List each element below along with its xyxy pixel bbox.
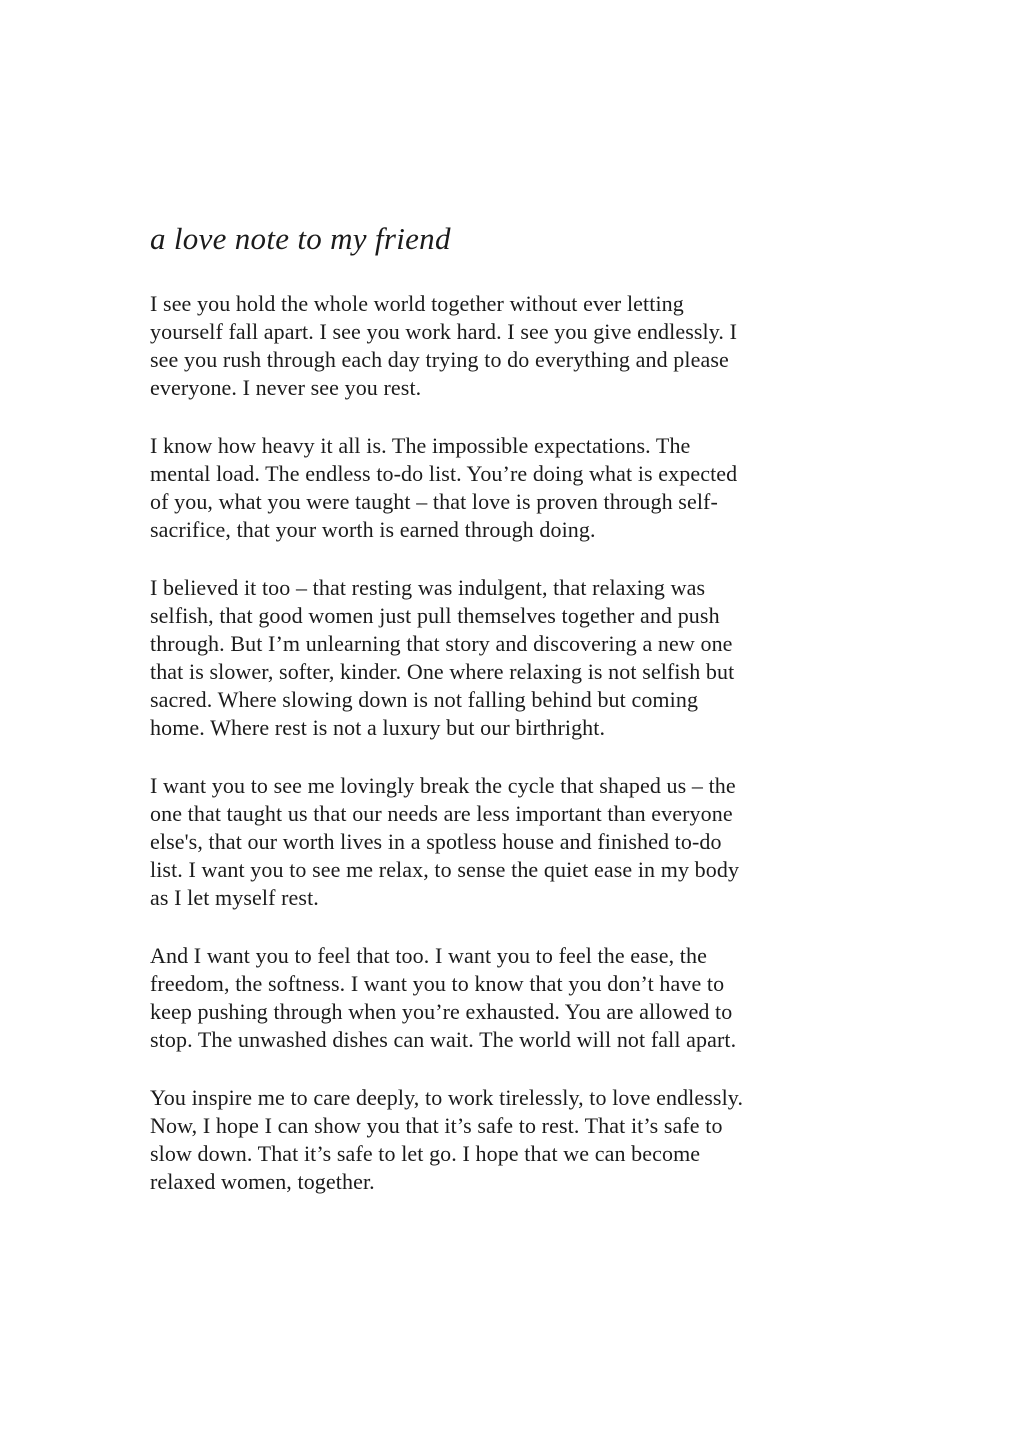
text-line: keep pushing through when you’re exhausted. You are allowed to (150, 999, 733, 1024)
text-line: sacred. Where slowing down is not falling behind but coming (150, 687, 699, 712)
page-title: a love note to my friend (150, 221, 451, 256)
text-line: freedom, the softness. I want you to know that you don’t have to (150, 971, 725, 996)
text-line: slow down. That it’s safe to let go. I hope that we can become (150, 1141, 701, 1166)
text-line: relaxed women, together. (150, 1169, 375, 1194)
text-line: home. Where rest is not a luxury but our birthright. (150, 715, 606, 740)
paragraph (150, 432, 850, 544)
text-line: selfish, that good women just pull themselves together and push (150, 603, 720, 628)
paragraph (150, 942, 850, 1054)
paragraph (150, 574, 850, 742)
text-column (150, 220, 850, 1226)
paragraph (150, 1084, 850, 1196)
text-line: I know how heavy it all is. The impossible expectations. The (150, 433, 691, 458)
text-line: list. I want you to see me relax, to sense the quiet ease in my body (150, 857, 740, 882)
text-line: And I want you to feel that too. I want you to feel the ease, the (150, 943, 707, 968)
text-line: as I let myself rest. (150, 885, 319, 910)
text-line: mental load. The endless to-do list. You’re doing what is expected (150, 461, 738, 486)
text-line: everyone. I never see you rest. (150, 375, 422, 400)
text-line: see you rush through each day trying to do everything and please (150, 347, 729, 372)
text-line: that is slower, softer, kinder. One where relaxing is not selfish but (150, 659, 735, 684)
paragraph (150, 290, 850, 402)
text-line: yourself fall apart. I see you work hard. I see you give endlessly. I (150, 319, 738, 344)
text-line: through. But I’m unlearning that story and discovering a new one (150, 631, 733, 656)
paragraph (150, 772, 850, 912)
text-line: else's, that our worth lives in a spotless house and finished to-do (150, 829, 722, 854)
text-line: You inspire me to care deeply, to work tirelessly, to love endlessly. (150, 1085, 744, 1110)
text-line: Now, I hope I can show you that it’s safe to rest. That it’s safe to (150, 1113, 723, 1138)
text-line: one that taught us that our needs are less important than everyone (150, 801, 733, 826)
text-line: stop. The unwashed dishes can wait. The world will not fall apart. (150, 1027, 737, 1052)
text-line: of you, what you were taught – that love is proven through self- (150, 489, 718, 514)
text-line: sacrifice, that your worth is earned through doing. (150, 517, 596, 542)
text-line: I believed it too – that resting was indulgent, that relaxing was (150, 575, 706, 600)
text-line: I want you to see me lovingly break the cycle that shaped us – the (150, 773, 736, 798)
text-line: I see you hold the whole world together without ever letting (150, 291, 684, 316)
